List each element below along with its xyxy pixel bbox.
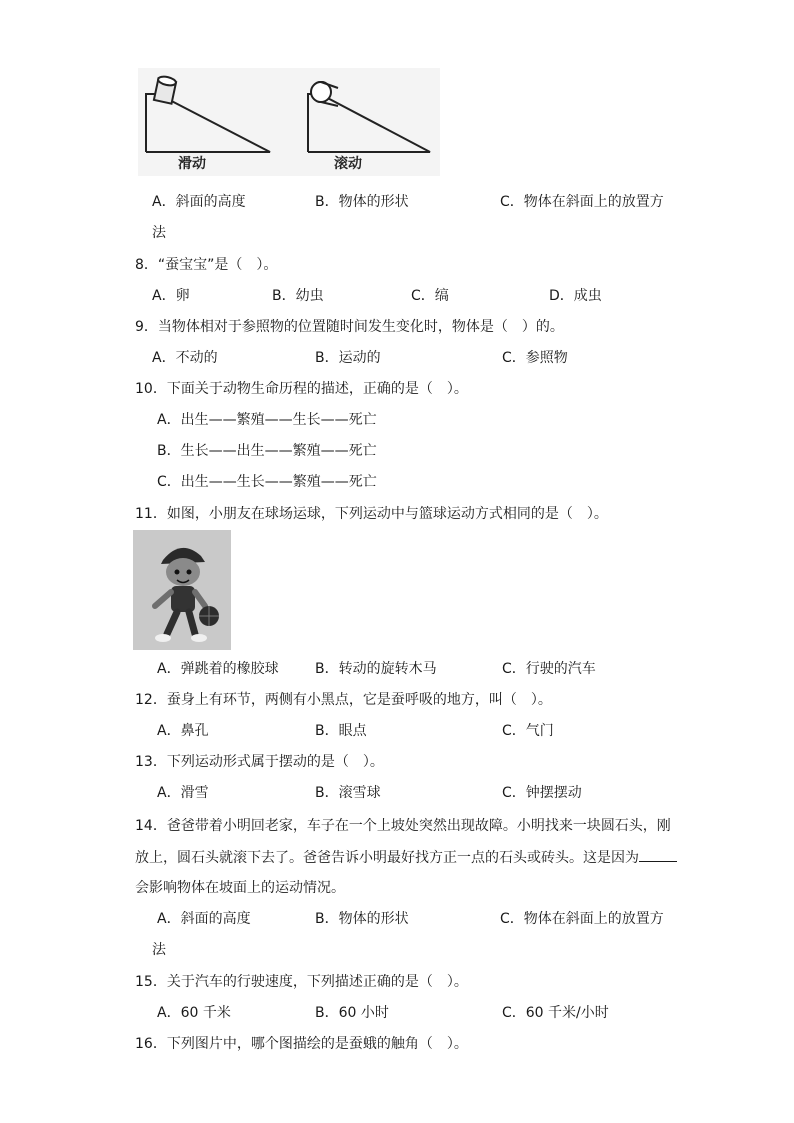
q8-option-c: C．缟: [411, 288, 449, 304]
q14-line-3: 会影响物体在坡面上的运动情况。: [135, 880, 345, 896]
q12-option-b: B．眼点: [315, 723, 367, 739]
label-rolling: 滚动: [334, 156, 362, 172]
q15-option-a: A．60 千米: [157, 1005, 231, 1021]
q11-option-c: C．行驶的汽车: [502, 661, 596, 677]
q10-option-b: B．生长——出生——繁殖——死亡: [157, 443, 377, 459]
q8-stem: 8．“蚕宝宝”是（ ）。: [135, 257, 278, 273]
q15-option-c: C．60 千米/小时: [502, 1005, 609, 1021]
q7-option-c-wrap: 法: [152, 225, 166, 241]
q15-option-b: B．60 小时: [315, 1005, 389, 1021]
q16-stem: 16．下列图片中，哪个图描绘的是蚕蛾的触角（ ）。: [135, 1036, 468, 1052]
q14-answer-blank[interactable]: [639, 847, 677, 862]
q14-option-b: B．物体的形状: [315, 911, 409, 927]
q11-option-b: B．转动的旋转木马: [315, 661, 437, 677]
q14-line-2-text: 放上，圆石头就滚下去了。爸爸告诉小明最好找方正一点的石头或砖头。这是因为: [135, 850, 639, 866]
q14-line-2: [135, 847, 677, 868]
q13-option-c: C．钟摆摆动: [502, 785, 582, 801]
q9-stem: 9．当物体相对于参照物的位置随时间发生变化时，物体是（ ）的。: [135, 319, 564, 335]
q7-option-b: B．物体的形状: [315, 194, 409, 210]
q13-option-a: A．滑雪: [157, 785, 209, 801]
q10-option-a: A．出生——繁殖——生长——死亡: [157, 412, 377, 428]
slope-figure: [138, 68, 440, 176]
q12-option-a: A．鼻孔: [157, 723, 209, 739]
q15-stem: 15．关于汽车的行驶速度，下列描述正确的是（ ）。: [135, 974, 468, 990]
q9-option-c: C．参照物: [502, 350, 568, 366]
label-sliding: 滑动: [178, 156, 206, 172]
q14-option-a: A．斜面的高度: [157, 911, 251, 927]
q8-option-d: D．成虫: [549, 288, 602, 304]
q11-stem: 11．如图，小朋友在球场运球，下列运动中与篮球运动方式相同的是（ ）。: [135, 506, 608, 522]
q9-option-b: B．运动的: [315, 350, 381, 366]
q8-option-a: A．卵: [152, 288, 190, 304]
q14-line-1: 14．爸爸带着小明回老家，车子在一个上坡处突然出现故障。小明找来一块圆石头，刚: [135, 818, 671, 834]
q7-option-c: C．物体在斜面上的放置方: [500, 194, 664, 210]
q12-option-c: C．气门: [502, 723, 554, 739]
q10-stem: 10．下面关于动物生命历程的描述，正确的是（ ）。: [135, 381, 468, 397]
basketball-child-image: [133, 530, 231, 650]
q7-option-a: A．斜面的高度: [152, 194, 246, 210]
q12-stem: 12．蚕身上有环节，两侧有小黑点，它是蚕呼吸的地方，叫（ ）。: [135, 692, 552, 708]
q8-option-b: B．幼虫: [272, 288, 324, 304]
q13-stem: 13．下列运动形式属于摆动的是（ ）。: [135, 754, 384, 770]
q14-option-c-wrap: 法: [152, 942, 166, 958]
q10-option-c: C．出生——生长——繁殖——死亡: [157, 474, 377, 490]
q11-option-a: A．弹跳着的橡胶球: [157, 661, 279, 677]
q14-option-c: C．物体在斜面上的放置方: [500, 911, 664, 927]
q9-option-a: A．不动的: [152, 350, 218, 366]
q13-option-b: B．滚雪球: [315, 785, 381, 801]
